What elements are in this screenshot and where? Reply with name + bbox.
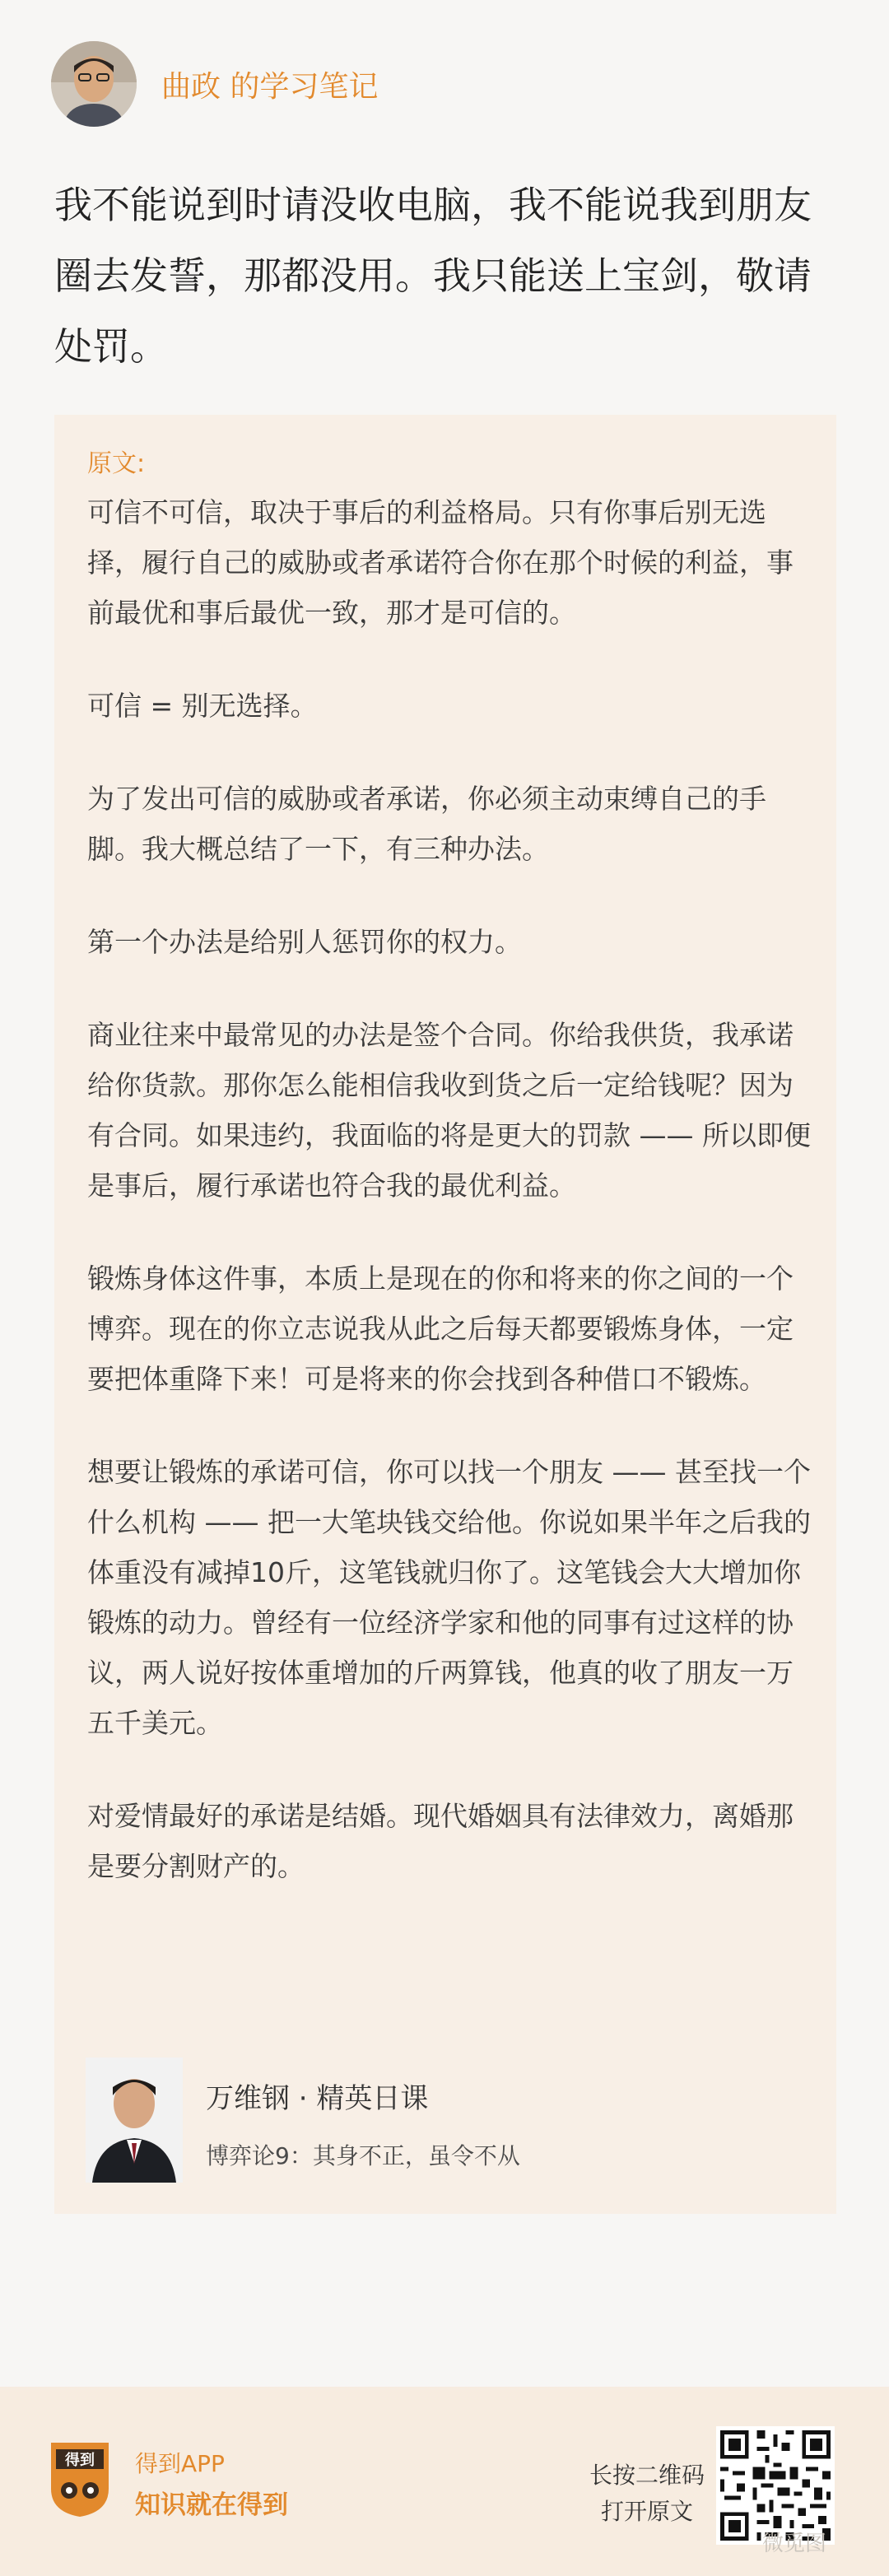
quote-paragraph: 商业往来中最常见的办法是签个合同。你给我供货，我承诺给你货款。那你怎么能相信我收到货之后一定给钱呢？因为有合同。如果违约，我面临的将是更大的罚款 —— 所以即便是事后，履行承诺也符合我的最优利益。	[87, 1019, 811, 1202]
author-avatar[interactable]	[51, 41, 137, 127]
quote-paragraph: 想要让锻炼的承诺可信，你可以找一个朋友 —— 甚至找一个什么机构 —— 把一大笔块钱交给他。你说如果半年之后我的体重没有减掉10斤，这笔钱就归你了。这笔钱会大大增加你锻炼的动力。曾经有一位经济学家和他的同事有过这样的协议，两人说好按体重增加的斤两算钱，他真的收了朋友一万五千美元。	[87, 1456, 811, 1739]
course-subtitle: 博弈论9：其身不正，虽令不从	[206, 2142, 520, 2169]
quote-paragraph: 锻炼身体这件事，本质上是现在的你和将来的你之间的一个博弈。现在的你立志说我从此之后每天都要锻炼身体，一定要把体重降下来！可是将来的你会找到各种借口不锻炼。	[87, 1262, 794, 1395]
note-header	[51, 41, 378, 127]
note-headline: 我不能说到时请没收电脑，我不能说我到朋友圈去发誓，那都没用。我只能送上宝剑，敬请处罚。	[54, 183, 812, 369]
svg-text:得到: 得到	[65, 2452, 95, 2469]
course-link[interactable]	[86, 2058, 810, 2183]
quote-paragraph: 对爱情最好的承诺是结婚。现代婚姻具有法律效力，离婚那是要分割财产的。	[87, 1800, 794, 1882]
quote-body	[87, 487, 812, 1934]
watermark-text: 微觅图	[762, 2532, 827, 2556]
course-title: 万维钢 · 精英日课	[206, 2082, 429, 2115]
quote-paragraph: 第一个办法是给别人惩罚你的权力。	[87, 926, 522, 958]
scan-hint-line-2: 打开原文	[601, 2498, 694, 2525]
dedao-logo-icon	[48, 2439, 112, 2518]
quote-paragraph: 可信 = 别无选择。	[87, 690, 318, 722]
quote-paragraph: 可信不可信，取决于事后的利益格局。只有你事后别无选择，履行自己的威胁或者承诺符合你在那个时候的利益，事前最优和事后最优一致，那才是可信的。	[87, 496, 794, 629]
app-footer	[0, 2387, 889, 2576]
author-name[interactable]: 曲政 的学习笔记	[161, 69, 379, 104]
app-slogan: 知识就在得到	[135, 2490, 288, 2520]
quote-paragraph: 为了发出可信的威胁或者承诺，你必须主动束缚自己的手脚。我大概总结了一下，有三种办法。	[87, 783, 766, 865]
scan-hint	[589, 2457, 705, 2530]
quote-label: 原文:	[87, 449, 146, 478]
course-thumbnail	[86, 2058, 183, 2183]
scan-hint-line-1: 长按二维码	[589, 2462, 705, 2489]
quote-card	[54, 415, 836, 2214]
app-name: 得到APP	[135, 2450, 225, 2477]
